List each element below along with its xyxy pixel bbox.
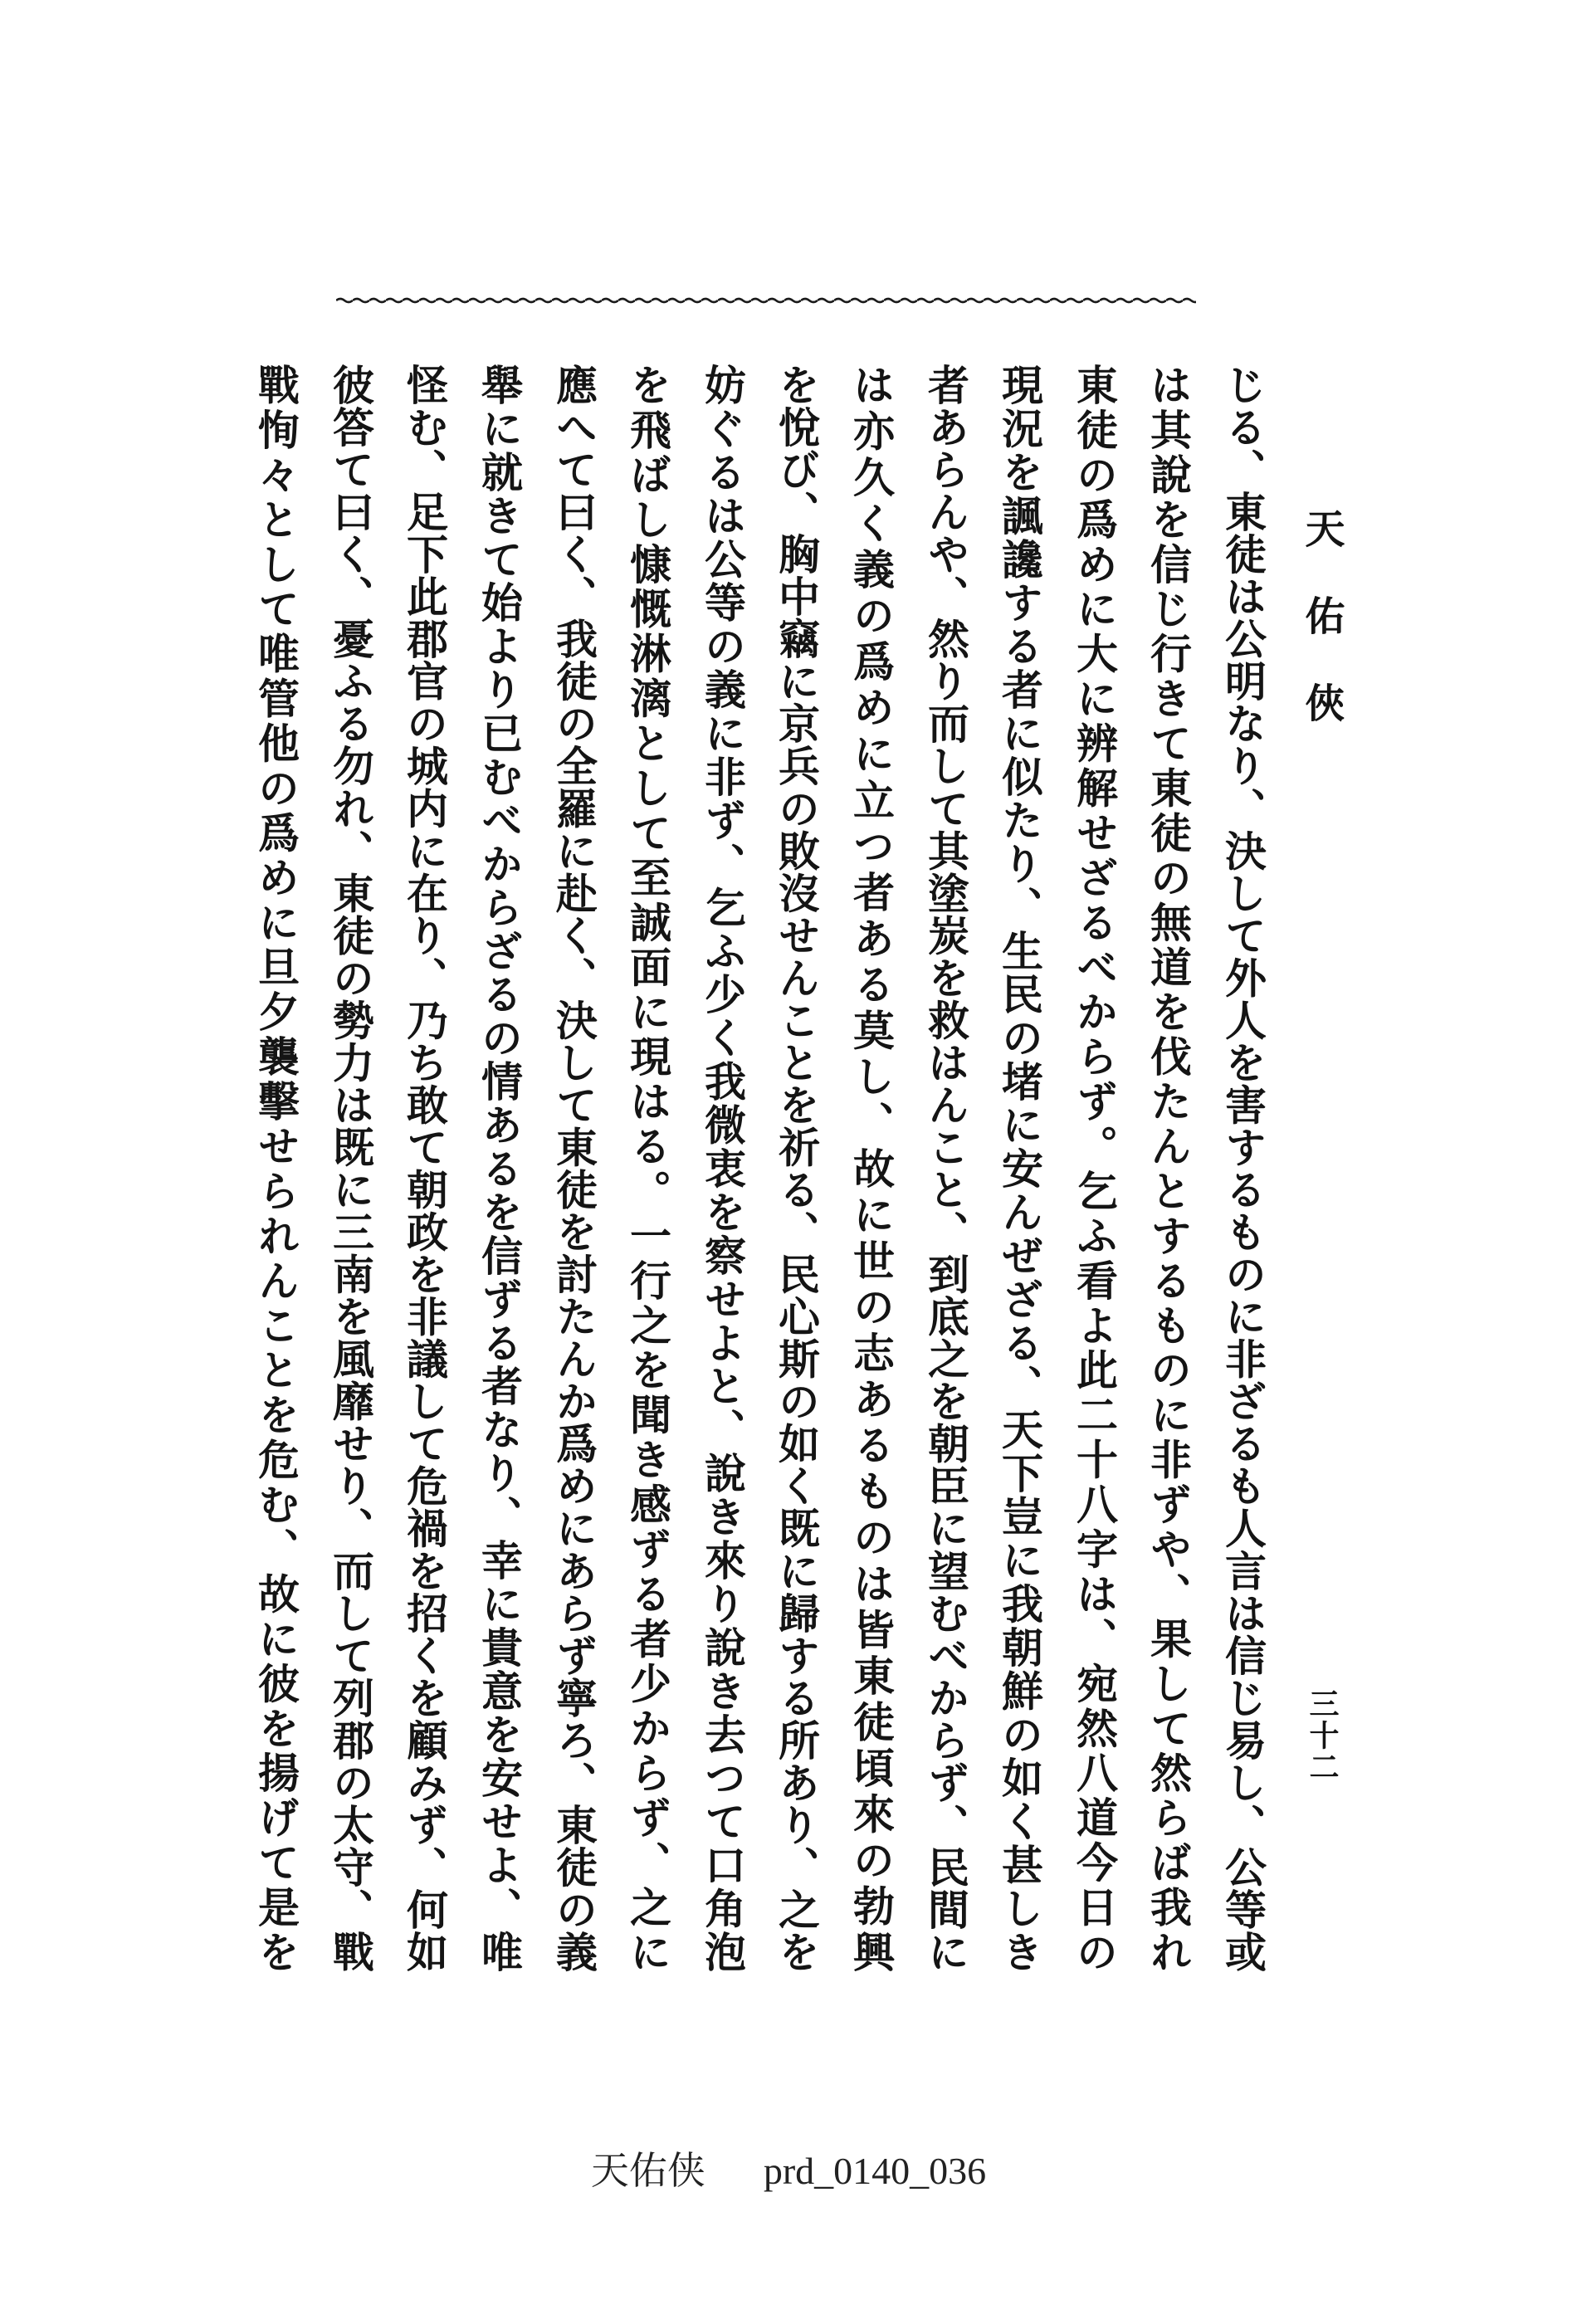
running-head: 天佑俠 <box>1298 508 1345 722</box>
caption-image-id: prd_0140_036 <box>763 2150 987 2192</box>
text-column: を飛ばし慷慨淋漓として至誠面に現はる。一行之を聞き感ずる者少からず、之に <box>623 364 672 1973</box>
text-column: を悅び、胸中竊に京兵の敗沒せんことを祈る、民心斯の如く既に歸する所あり、之を <box>772 364 821 1972</box>
text-column: 者あらんや、然り而して其塗炭を救はんこと、到底之を朝臣に望むべからず、民間に <box>921 364 970 1972</box>
text-column: 應へて曰く、我徒の全羅に赴く、決して東徒を討たんか爲めにあらず寧ろ、東徒の義 <box>549 364 598 1972</box>
text-column: じる、東徒は公明なり、決して外人を害するものに非ざるも人言は信じ易し、公等或 <box>1218 364 1267 1972</box>
text-column: 舉に就きて始より已むべからざるの情あるを信ずる者なり、幸に貴意を安せよ、唯 <box>475 364 524 1973</box>
text-column: 現況を諷讒する者に似たり、生民の堵に安んぜざる、天下豈に我朝鮮の如く甚しき <box>995 364 1044 1973</box>
text-column: 妨ぐるは公等の義に非ず、乞ふ少く我微衷を察せよと、說き來り說き去つて口角泡 <box>698 364 747 1973</box>
image-caption <box>0 2148 1577 2195</box>
text-column: 彼答て曰く、憂ふる勿れ、東徒の勢力は既に三南を風靡せり、而して列郡の太守、戰 <box>326 364 375 1972</box>
text-column: 戰恂々として唯管他の爲めに旦夕襲擊せられんことを危む、故に彼を揚げて是を <box>251 364 300 1973</box>
text-column: 怪む、足下此郡官の城内に在り、乃ち敢て朝政を非議して危禍を招くを顧みず、何如 <box>400 364 449 1972</box>
text-column: は亦久く義の爲めに立つ者ある莫し、故に世の志あるものは皆東徒頃來の勃興 <box>847 364 896 1973</box>
text-column: は其說を信じ行きて東徒の無道を伐たんとするものに非ずや、果して然らば我れ <box>1144 364 1193 1973</box>
caption-book-title: 天佑侠 <box>590 2150 706 2192</box>
text-column: 東徒の爲めに大に辨解せざるべからず。乞ふ看よ此二十八字は、宛然八道今日の <box>1070 364 1119 1973</box>
page-number: 三十二 <box>1305 1688 1340 1781</box>
